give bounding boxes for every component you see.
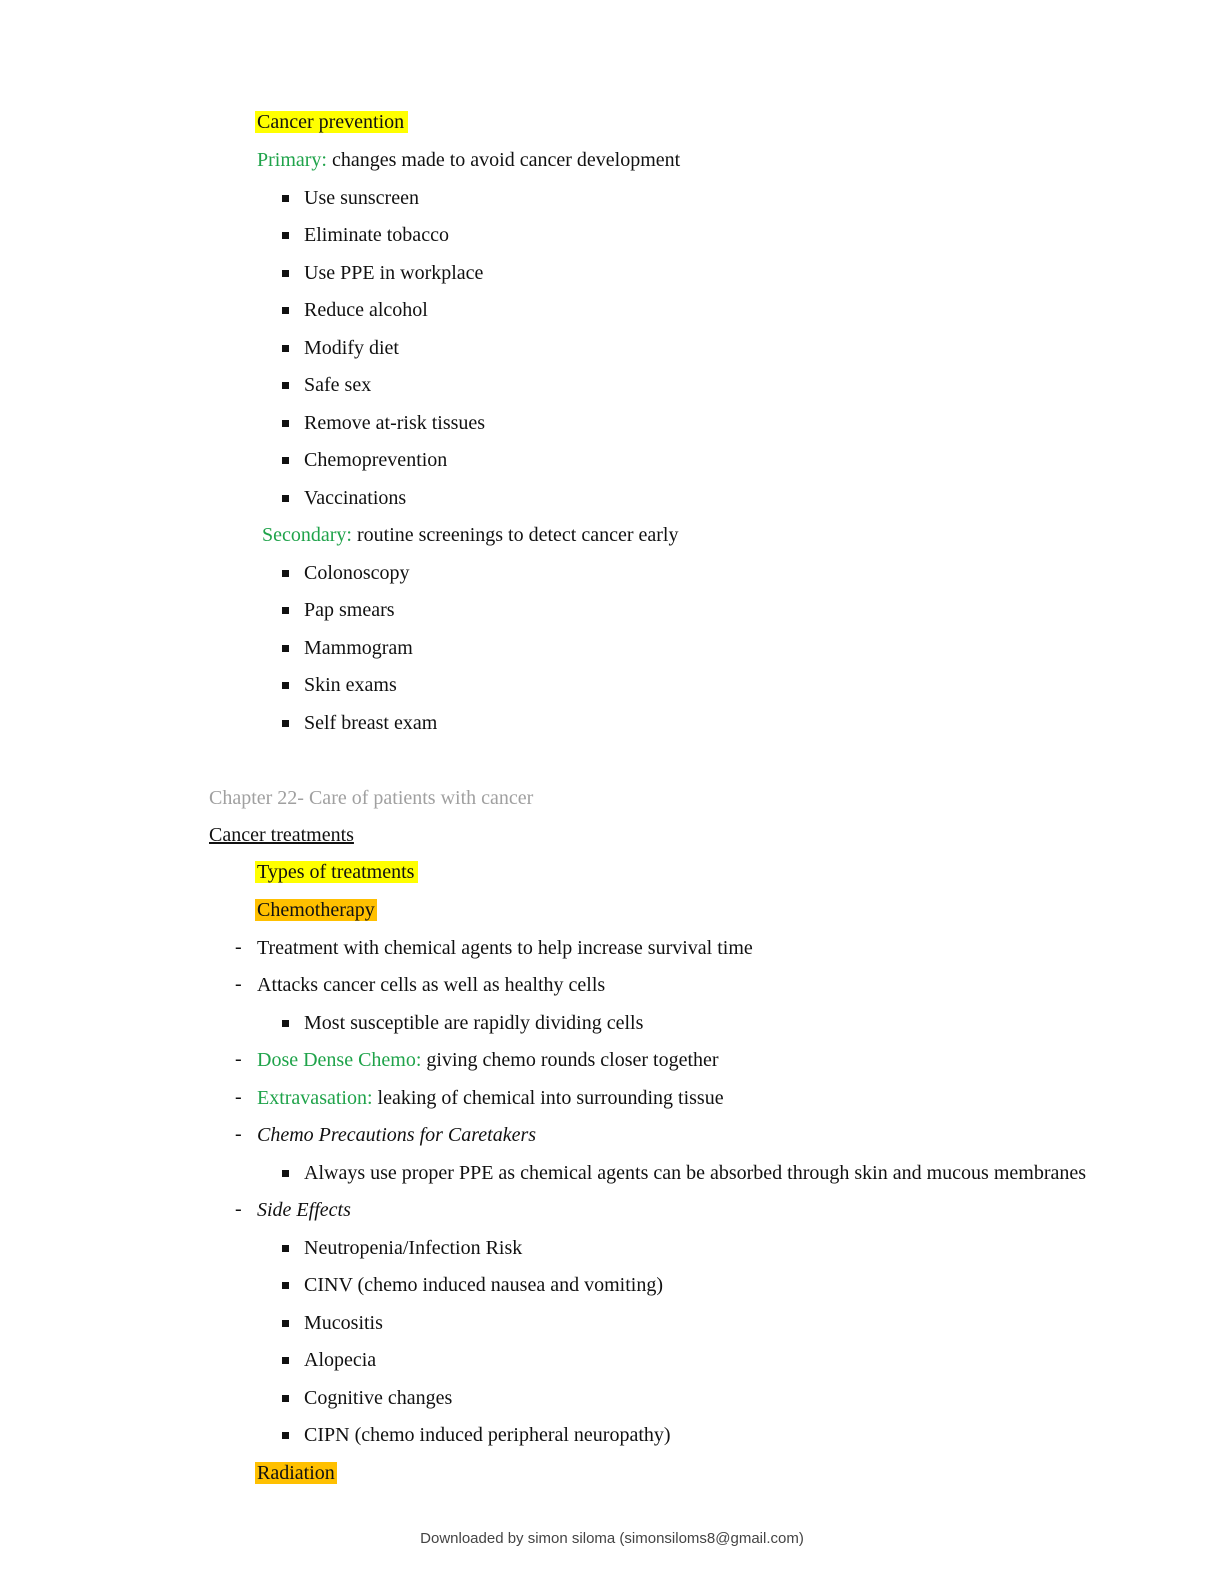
prevention-heading: Cancer prevention <box>255 110 408 134</box>
dose-dense-desc: giving chemo rounds closer together <box>421 1049 719 1071</box>
secondary-definition <box>262 523 679 547</box>
dash-marker: - <box>235 1123 242 1145</box>
list-item: Safe sex <box>304 374 372 396</box>
bullet-icon <box>282 495 289 502</box>
list-item: Most susceptible are rapidly dividing cells <box>304 1012 644 1034</box>
list-item: Alopecia <box>304 1349 377 1371</box>
types-heading: Types of treatments <box>255 860 418 884</box>
list-item: Remove at-risk tissues <box>304 412 486 434</box>
primary-term: Primary: <box>257 149 327 171</box>
dash-marker: - <box>235 1048 242 1070</box>
dose-dense-definition <box>257 1048 719 1072</box>
chemo-point: Attacks cancer cells as well as healthy cells <box>257 974 606 996</box>
list-item: Neutropenia/Infection Risk <box>304 1237 523 1259</box>
bullet-icon <box>282 420 289 427</box>
list-item: Mucositis <box>304 1312 383 1334</box>
bullet-icon <box>282 1357 289 1364</box>
bullet-icon <box>282 307 289 314</box>
list-item: Reduce alcohol <box>304 299 428 321</box>
bullet-icon <box>282 720 289 727</box>
dash-marker: - <box>235 1198 242 1220</box>
bullet-icon <box>282 682 289 689</box>
list-item: CINV (chemo induced nausea and vomiting) <box>304 1274 663 1296</box>
dose-dense-term: Dose Dense Chemo: <box>257 1049 422 1071</box>
bullet-icon <box>282 270 289 277</box>
bullet-icon <box>282 1245 289 1252</box>
list-item: Eliminate tobacco <box>304 224 449 246</box>
list-item: Vaccinations <box>304 487 407 509</box>
extravasation-term: Extravasation: <box>257 1087 373 1109</box>
bullet-icon <box>282 570 289 577</box>
bullet-icon <box>282 645 289 652</box>
bullet-icon <box>282 1170 289 1177</box>
bullet-icon <box>282 1282 289 1289</box>
list-item: Always use proper PPE as chemical agents can be absorbed through skin and mucous membranes <box>304 1162 1087 1184</box>
list-item: Use sunscreen <box>304 187 419 209</box>
list-item: Modify diet <box>304 337 399 359</box>
bullet-icon <box>282 607 289 614</box>
dash-marker: - <box>235 1086 242 1108</box>
list-item: Pap smears <box>304 599 395 621</box>
bullet-icon <box>282 382 289 389</box>
primary-desc: changes made to avoid cancer development <box>327 149 681 171</box>
bullet-icon <box>282 232 289 239</box>
primary-definition <box>257 148 680 172</box>
extravasation-definition <box>257 1086 724 1110</box>
bullet-icon <box>282 1395 289 1402</box>
precautions-heading: Chemo Precautions for Caretakers <box>257 1124 537 1146</box>
treatments-heading: Cancer treatments <box>209 824 354 846</box>
chemo-point: Treatment with chemical agents to help increase survival time <box>257 937 753 959</box>
chemo-heading: Chemotherapy <box>257 899 375 921</box>
list-item: Cognitive changes <box>304 1387 453 1409</box>
list-item: Colonoscopy <box>304 562 410 584</box>
bullet-icon <box>282 345 289 352</box>
list-item: Use PPE in workplace <box>304 262 484 284</box>
list-item: Chemoprevention <box>304 449 448 471</box>
dash-marker: - <box>235 973 242 995</box>
list-item: Mammogram <box>304 637 413 659</box>
extravasation-desc: leaking of chemical into surrounding tissue <box>372 1087 724 1109</box>
secondary-term: Secondary: <box>262 524 352 546</box>
bullet-icon <box>282 195 289 202</box>
dash-marker: - <box>235 936 242 958</box>
bullet-icon <box>282 1020 289 1027</box>
secondary-desc: routine screenings to detect cancer early <box>351 524 679 546</box>
list-item: Self breast exam <box>304 712 438 734</box>
download-footer: Downloaded by simon siloma (simonsiloms8@gmail.com) <box>420 1530 804 1547</box>
chapter-title: Chapter 22- Care of patients with cancer <box>209 787 534 809</box>
list-item: Skin exams <box>304 674 397 696</box>
bullet-icon <box>282 1432 289 1439</box>
side-effects-heading: Side Effects <box>257 1199 351 1221</box>
bullet-icon <box>282 457 289 464</box>
list-item: CIPN (chemo induced peripheral neuropathy) <box>304 1424 671 1446</box>
radiation-heading: Radiation <box>257 1462 335 1484</box>
bullet-icon <box>282 1320 289 1327</box>
